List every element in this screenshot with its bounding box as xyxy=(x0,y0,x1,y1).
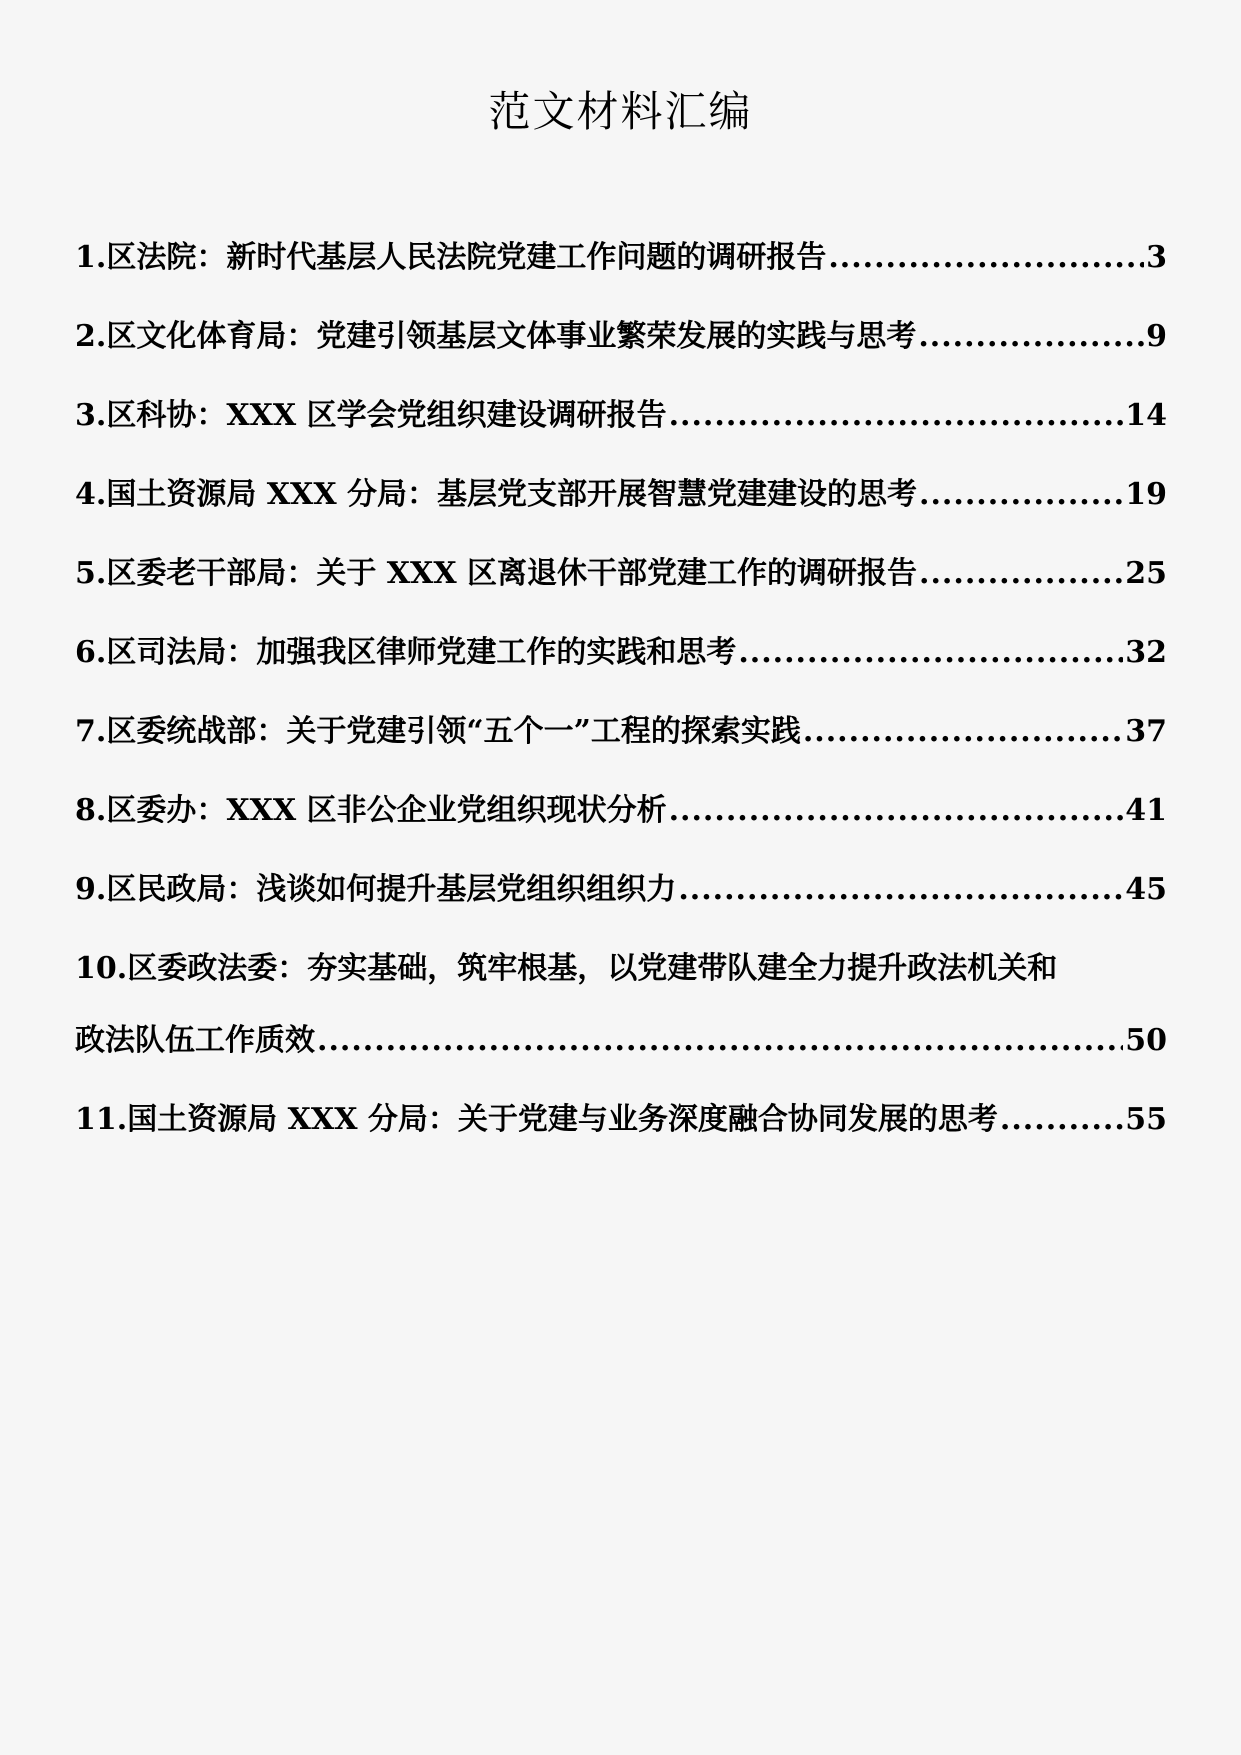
toc-dot-leader xyxy=(918,317,1144,357)
toc-page-number: 50 xyxy=(1125,1023,1167,1058)
toc-entry-title: 1.区法院：新时代基层人民法院党建工作问题的调研报告 xyxy=(75,240,827,275)
toc-page-number: 19 xyxy=(1125,477,1167,512)
toc-dot-leader xyxy=(919,554,1123,594)
toc-page-number: 55 xyxy=(1125,1102,1167,1137)
document-title: 范文材料汇编 xyxy=(488,87,753,136)
toc-dot-leader xyxy=(738,633,1123,673)
toc-entry[interactable] xyxy=(75,791,1167,831)
toc-page-number: 32 xyxy=(1125,635,1167,670)
toc-page-number: 41 xyxy=(1125,793,1167,828)
toc-dot-leader xyxy=(669,396,1124,436)
toc-dot-leader xyxy=(1000,1100,1123,1140)
toc-entry-title-line1: 10.区委政法委：夯实基础，筑牢根基，以党建带队建全力提升政法机关和 xyxy=(75,951,1058,986)
toc-entry[interactable] xyxy=(75,712,1167,752)
toc-page-number: 37 xyxy=(1125,714,1167,749)
toc-entry[interactable] xyxy=(75,633,1167,673)
toc-page-number: 9 xyxy=(1146,319,1167,354)
toc-entry[interactable] xyxy=(75,554,1167,594)
toc-entry[interactable] xyxy=(75,949,1167,1061)
toc-entry-title: 2.区文化体育局：党建引领基层文体事业繁荣发展的实践与思考 xyxy=(75,319,917,354)
toc-entry-title: 9.区民政局：浅谈如何提升基层党组织组织力 xyxy=(75,872,677,907)
toc-entry-title: 政法队伍工作质效 xyxy=(75,1023,315,1058)
toc-entry[interactable] xyxy=(75,870,1167,910)
toc-entry-title: 6.区司法局：加强我区律师党建工作的实践和思考 xyxy=(75,635,737,670)
table-of-contents xyxy=(75,238,1167,1179)
toc-dot-leader xyxy=(828,238,1144,278)
toc-entry-title: 8.区委办：XXX 区非公企业党组织现状分析 xyxy=(75,793,667,828)
toc-dot-leader xyxy=(678,870,1123,910)
toc-dot-leader xyxy=(919,475,1123,515)
toc-entry[interactable] xyxy=(75,396,1167,436)
toc-entry[interactable] xyxy=(75,475,1167,515)
toc-page-number: 3 xyxy=(1146,240,1167,275)
toc-page-number: 25 xyxy=(1125,556,1167,591)
toc-entry-title: 7.区委统战部：关于党建引领“五个一”工程的探索实践 xyxy=(75,714,801,749)
toc-dot-leader xyxy=(317,1021,1123,1061)
toc-entry-title: 3.区科协：XXX 区学会党组织建设调研报告 xyxy=(75,398,667,433)
toc-entry-title: 5.区委老干部局：关于 XXX 区离退休干部党建工作的调研报告 xyxy=(75,556,918,591)
toc-dot-leader xyxy=(669,791,1124,831)
toc-entry[interactable] xyxy=(75,238,1167,278)
toc-page-number: 14 xyxy=(1125,398,1167,433)
toc-entry[interactable] xyxy=(75,317,1167,357)
toc-entry-title: 4.国土资源局 XXX 分局：基层党支部开展智慧党建建设的思考 xyxy=(75,477,918,512)
toc-dot-leader xyxy=(803,712,1123,752)
toc-entry[interactable] xyxy=(75,1100,1167,1140)
toc-page-number: 45 xyxy=(1125,872,1167,907)
toc-entry-title: 11.国土资源局 XXX 分局：关于党建与业务深度融合协同发展的思考 xyxy=(75,1102,998,1137)
